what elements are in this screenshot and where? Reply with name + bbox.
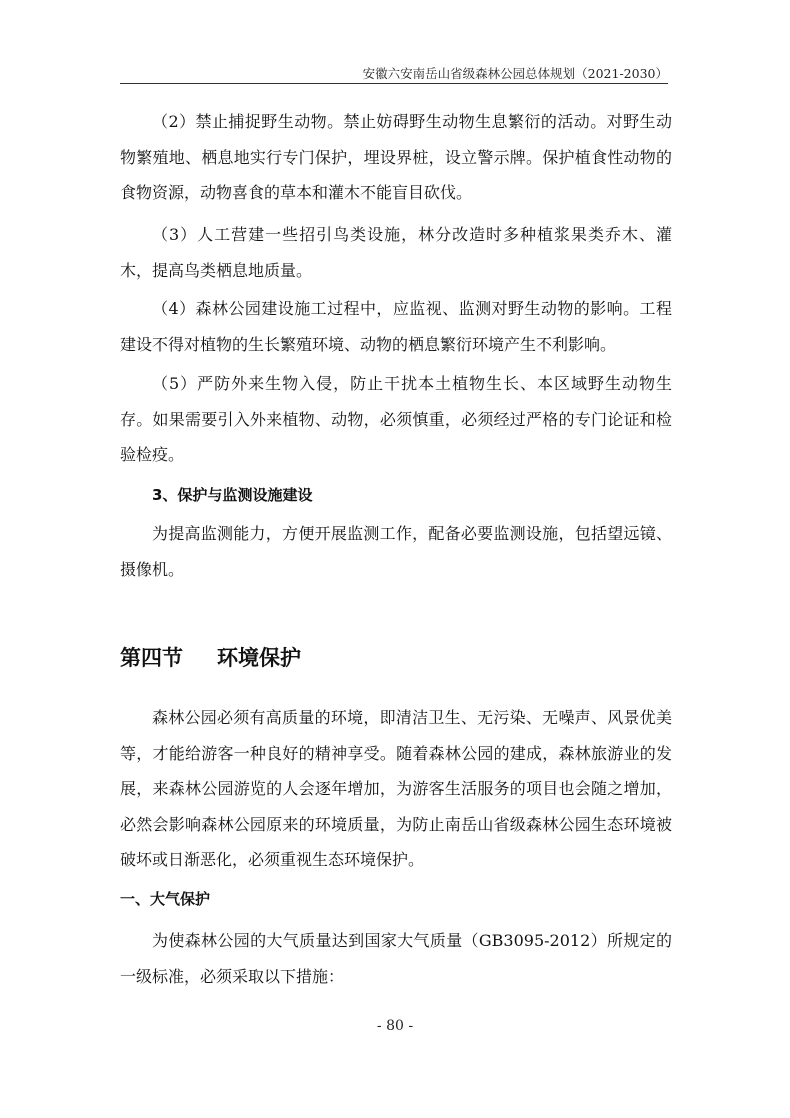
subsection-heading: 3、保护与监测设施建设 bbox=[152, 486, 313, 504]
paragraph-environment-intro: 森林公园必须有高质量的环境，即清洁卫生、无污染、无噪声、风景优美等，才能给游客一种良好的精神享受。随着森林公园的建成，森林旅游业的发展，来森林公园游览的人会逐年增加，为游客生活服务的项目也会随之增加，必然会影响森林公园原来的环境质量，为防止南岳山省级森林公园生态环境被破坏或日渐恶化，必须重视生态环境保护。 bbox=[120, 708, 672, 869]
paragraph-monitoring-facilities: 为提高监测能力，方便开展监测工作，配备必要监测设施，包括望远镜、摄像机。 bbox=[120, 524, 672, 579]
paragraph-air-protection: 为使森林公园的大气质量达到国家大气质量（GB3095-2012）所规定的一级标准，必须采取以下措施： bbox=[120, 931, 672, 986]
paragraph-wildlife-capture: （2）禁止捕捉野生动物。禁止妨碍野生动物生息繁衍的活动。对野生动物繁殖地、栖息地实行专门保护，埋设界桩，设立警示牌。保护植食性动物的食物资源，动物喜食的草本和灌木不能盲目砍伐。 bbox=[120, 112, 672, 202]
paragraph-construction-monitoring: （4）森林公园建设施工过程中，应监视、监测对野生动物的影响。工程建设不得对植物的生长繁殖环境、动物的栖息繁衍环境产生不利影响。 bbox=[120, 299, 672, 354]
section-number: 第四节 bbox=[120, 646, 183, 670]
section-heading bbox=[120, 643, 672, 673]
header-rule bbox=[120, 83, 668, 84]
section-title: 环境保护 bbox=[217, 646, 301, 670]
running-header: 安徽六安南岳山省级森林公园总体规划（2021-2030） bbox=[362, 66, 668, 81]
page-number: - 80 - bbox=[376, 1018, 414, 1034]
air-protection-heading: 一、大气保护 bbox=[120, 890, 211, 908]
paragraph-bird-habitat: （3）人工营建一些招引鸟类设施，林分改造时多种植浆果类乔木、灌木，提高鸟类栖息地质量。 bbox=[120, 225, 672, 280]
paragraph-invasive-species: （5）严防外来生物入侵，防止干扰本土植物生长、本区域野生动物生存。如果需要引入外来植物、动物，必须慎重，必须经过严格的专门论证和检验检疫。 bbox=[120, 374, 672, 464]
